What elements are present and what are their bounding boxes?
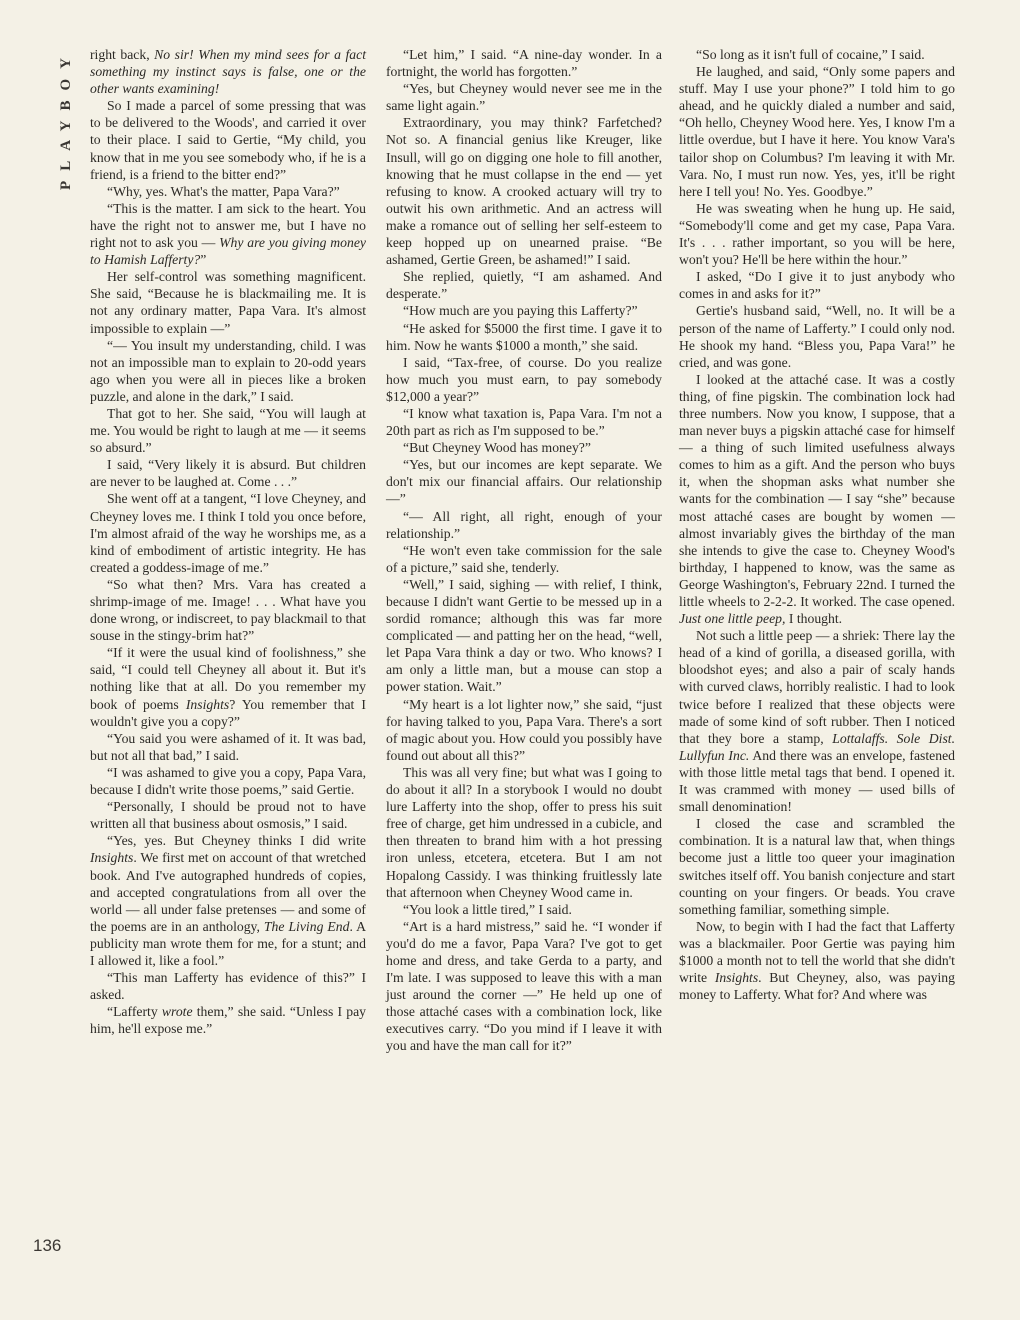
text-run: Her self-control was something magnificent. She said, “Because he is blackmailing me. It is not any ordinary matter, Papa Vara. It's almost impossible to explain —” bbox=[90, 269, 366, 336]
text-run: “This man Lafferty has evidence of this?” I asked. bbox=[90, 970, 366, 1003]
text-run: “Lafferty bbox=[107, 1004, 162, 1020]
paragraph bbox=[90, 490, 366, 575]
italic-text: Lottalaffs. Sole Dist. Lullyfun Inc. bbox=[679, 730, 955, 763]
text-run: “Yes, but our incomes are kept separate. We don't mix our financial affairs. Our relationship —” bbox=[386, 457, 662, 507]
paragraph bbox=[679, 815, 955, 918]
page-number: 136 bbox=[33, 1236, 62, 1255]
paragraph bbox=[386, 439, 662, 456]
paragraph bbox=[90, 200, 366, 268]
text-run: “Art is a hard mistress,” said he. “I wonder if you'd do me a favor, Papa Vara? I've got to get home and dress, and take Gerda to a party, and I'm late. I was supposed to leave this with a man just around the corner —” He held up one of those attaché cases with a combination lock, like executives carry. “Do you mind if I leave it with you and have the man call for it?” bbox=[386, 918, 662, 1054]
paragraph bbox=[679, 302, 955, 370]
italic-text: The Living End bbox=[263, 918, 350, 934]
paragraph bbox=[386, 576, 662, 696]
text-run: I asked, “Do I give it to just anybody who comes in and asks for it?” bbox=[679, 269, 955, 302]
text-run: . But Cheyney, also, was paying money to Lafferty. What for? And where was bbox=[679, 970, 955, 1003]
text-column-1 bbox=[90, 46, 366, 1037]
italic-text: Insights bbox=[714, 970, 759, 986]
text-run: “— You insult my understanding, child. I was not an impossible man to explain to 20-odd years ago when you were all in pieces like a broken puzzle, and alone in the dark,” I said. bbox=[90, 337, 366, 404]
paragraph bbox=[679, 63, 955, 200]
paragraph bbox=[386, 542, 662, 576]
text-column-3 bbox=[679, 46, 955, 1003]
text-run: That got to her. She said, “You will laugh at me. You would be right to laugh at me — it seems so absurd.” bbox=[90, 405, 366, 456]
paragraph bbox=[90, 183, 366, 200]
text-run: I thought. bbox=[785, 611, 843, 627]
text-run: She went off at a tangent, “I love Cheyney, and Cheyney loves me. I think I told you once before, I'm almost afraid of the way he worships me, as a kind of embodiment of artistic integrity. He has created a goddess-image of me.” bbox=[90, 491, 366, 575]
paragraph bbox=[386, 46, 662, 80]
paragraph bbox=[386, 268, 662, 302]
text-run: “So what then? Mrs. Vara has created a shrimp-image of me. Image! . . . What have you done wrong, or indiscreet, to pay blackmail to that souse in the stingy-brim hat?” bbox=[90, 576, 366, 644]
italic-text: Just one little peep, bbox=[679, 611, 786, 627]
paragraph bbox=[90, 97, 366, 182]
italic-text: Insights bbox=[185, 696, 230, 712]
paragraph bbox=[386, 114, 662, 268]
paragraph bbox=[679, 371, 955, 627]
text-run: “Well,” I said, sighing — with relief, I think, because I didn't want Gertie to be messed up in a sordid romance; although this was far more complicated — and patting her on the head, “well, let Papa Vara think a day or two. Who knows? I am only a little man, but a mouse can stop a power station. Wait.” bbox=[386, 576, 662, 695]
paragraph bbox=[679, 268, 955, 302]
paragraph bbox=[386, 320, 662, 354]
text-run: right back, bbox=[90, 47, 155, 62]
paragraph bbox=[386, 405, 662, 439]
paragraph bbox=[386, 80, 662, 114]
text-run: I said, “Very likely it is absurd. But children are never to be laughed at. Come . . .” bbox=[90, 457, 366, 490]
paragraph bbox=[90, 268, 366, 336]
text-run: So I made a parcel of some pressing that was to be delivered to the Woods', and carried it over to their place. I said to Gertie, “My child, you know that in me you see somebody who, if he is a friend, is a friend to the bitter end?” bbox=[90, 98, 366, 182]
paragraph bbox=[90, 730, 366, 764]
paragraph bbox=[90, 576, 366, 644]
paragraph bbox=[386, 508, 662, 542]
text-run: I looked at the attaché case. It was a costly thing, of fine pigskin. The combination lock had three numbers. Now you know, I suppose, that a man never buys a pigskin attaché case for himself — a thing of such limited usefulness always comes to him as a gift. And the person who buys it, when the shopman asks what number she wants for the combination — I say “she” because most attaché cases are bought by women — almost invariably gives the birthday of the man she intends to give the case to. Cheyney Wood's birthday, I happened to know, was the same as George Washington's, February 22nd. I turned the little wheels to 2-2-2. It worked. The case opened. bbox=[679, 371, 955, 609]
text-run: “But Cheyney Wood has money?” bbox=[403, 440, 591, 456]
text-run: “Personally, I should be proud not to have written all that business about osmosis,” I said. bbox=[90, 799, 366, 832]
paragraph bbox=[386, 456, 662, 507]
paragraph bbox=[679, 627, 955, 815]
text-run: “So long as it isn't full of cocaine,” I said. bbox=[696, 47, 925, 62]
text-run: “I was ashamed to give you a copy, Papa Vara, because I didn't write those poems,” said Gertie. bbox=[90, 764, 366, 798]
text-run: And there was an envelope, fastened with those little metal tags that bend. I opened it. It was crammed with money — used bills of small denomination! bbox=[679, 747, 955, 815]
paragraph bbox=[90, 46, 366, 97]
paragraph bbox=[386, 918, 662, 1055]
text-run: Now, to begin with I had the fact that Lafferty was a blackmailer. Poor Gertie was paying him $1000 a month not to tell the world that she didn't write bbox=[679, 918, 955, 986]
text-run: “My heart is a lot lighter now,” she said, “just for having talked to you, Papa Vara. There's a sort of magic about you. How could you possibly have found out about all this?” bbox=[386, 696, 662, 763]
paragraph bbox=[386, 696, 662, 764]
text-run: “Yes, but Cheyney would never see me in the same light again.” bbox=[386, 81, 662, 114]
text-run: . A publicity man wrote them for me, for a stunt; and I allowed it, like a fool.” bbox=[90, 918, 366, 968]
paragraph bbox=[90, 337, 366, 405]
text-run: “You look a little tired,” I said. bbox=[403, 901, 572, 917]
text-run: “Yes, yes. But Cheyney thinks I did write bbox=[107, 833, 366, 849]
text-run: He laughed, and said, “Only some papers and stuff. May I use your phone?” I told him to go ahead, and he quickly dialed a number and said, “Oh hello, Cheyney Wood here. Yes, I know I'm a little overdue, but I have it here. You know Vara's tailor shop on Columbus? I'm leaving it with Mr. Vara. No, I must run now. Yes, yes, it'll be right here I tell you! No. Yes. Goodbye.” bbox=[679, 64, 955, 199]
text-run: I closed the case and scrambled the combination. It is a natural law that, when things become just a little too queer your imagination switches itself off. You banish conjecture and start counting on your fingers. Or beads. You crave something familiar, something simple. bbox=[679, 816, 955, 917]
text-run: She replied, quietly, “I am ashamed. And desperate.” bbox=[386, 269, 662, 302]
text-column-2 bbox=[386, 46, 662, 1055]
text-run: “Let him,” I said. “A nine-day wonder. In a fortnight, the world has forgotten.” bbox=[386, 47, 662, 80]
text-run: I said, “Tax-free, of course. Do you realize how much you must earn, to pay somebody $12,000 a year?” bbox=[386, 354, 662, 404]
paragraph bbox=[90, 405, 366, 456]
magazine-masthead: PLAYBOY bbox=[58, 48, 74, 190]
text-run: . We first met on account of that wretched book. And I've autographed hundreds of copies, and accepted congratulations from all over the world — all under false pretenses — and some of the poems are in an anthology, bbox=[90, 850, 366, 934]
text-run: “He won't even take commission for the sale of a picture,” said she, tenderly. bbox=[386, 542, 662, 575]
paragraph bbox=[90, 798, 366, 832]
paragraph bbox=[90, 969, 366, 1003]
text-run: “He asked for $5000 the first time. I gave it to him. Now he wants $1000 a month,” she said. bbox=[386, 320, 662, 353]
text-run: ” bbox=[200, 252, 207, 268]
text-run: them,” she said. “Unless I pay him, he'll expose me.” bbox=[90, 1004, 366, 1037]
paragraph bbox=[386, 901, 662, 918]
text-run: “I know what taxation is, Papa Vara. I'm not a 20th part as rich as I'm supposed to be.” bbox=[386, 405, 662, 439]
paragraph bbox=[90, 644, 366, 729]
text-run: ? You remember that I wouldn't give you a copy?” bbox=[90, 696, 366, 729]
paragraph bbox=[679, 918, 955, 1003]
text-run: “If it were the usual kind of foolishness,” she said, “I could tell Cheyney all about it. But it's nothing like that at all. Do you remember my book of poems bbox=[90, 645, 366, 712]
paragraph bbox=[90, 456, 366, 490]
text-run: “How much are you paying this Lafferty?” bbox=[403, 303, 638, 319]
italic-text: No sir! When my mind sees for a fact something my instinct says is false, one or the other wants examining! bbox=[90, 47, 366, 97]
text-run: This was all very fine; but what was I going to do about it all? In a storybook I would no doubt lure Lafferty into the shop, offer to press his suit free of charge, get him undressed in a cubicle, and then threaten to brand him with a hot pressing iron unless, etcetera, etcetera. But I am not Hopalong Cassidy. I was thinking fruitlessly late that afternoon when Cheyney Wood came in. bbox=[386, 764, 662, 900]
paragraph bbox=[386, 302, 662, 319]
paragraph bbox=[679, 46, 955, 63]
text-run: “— All right, all right, enough of your relationship.” bbox=[386, 508, 662, 541]
italic-text: wrote bbox=[161, 1004, 193, 1020]
text-run: Not such a little peep — a shriek: There lay the head of a kind of gorilla, a diseased gorilla, with bloodshot eyes; and also a pair of scaly hands with curved claws, horribly realistic. I had to look twice before I realized that these objects were made of some kind of soft rubber. Then I noticed that they bore a stamp, bbox=[679, 628, 955, 746]
italic-text: Why are you giving money to Hamish Lafferty? bbox=[90, 235, 366, 268]
text-run: He was sweating when he hung up. He said, “Somebody'll come and get my case, Papa Vara. It's . . . rather important, so you will be here, won't you? He'll be here within the hour.” bbox=[679, 200, 955, 268]
italic-text: Insights bbox=[90, 850, 134, 866]
text-run: “You said you were ashamed of it. It was bad, but not all that bad,” I said. bbox=[90, 730, 366, 763]
paragraph bbox=[90, 1003, 366, 1037]
paragraph bbox=[386, 354, 662, 405]
text-run: Extraordinary, you may think? Farfetched? Not so. A financial genius like Kreuger, like Insull, will go on digging one hole to fill another, knowing that he must collapse in the end — yet refusing to know. A crooked actuary will try to outwit his own arithmetic. And an actress will make a romance out of selling her self-esteem to keep hopped up on unearned praise. “Be ashamed, Gertie Green, be ashamed!” I said. bbox=[386, 115, 662, 268]
text-run: Gertie's husband said, “Well, no. It will be a person of the name of Lafferty.” I could only nod. He shook my hand. “Bless you, Papa Vara!” he cried, and was gone. bbox=[679, 303, 955, 370]
paragraph bbox=[386, 764, 662, 901]
text-run: “This is the matter. I am sick to the heart. You have the right not to answer me, but I have no right not to ask you — bbox=[90, 200, 366, 251]
paragraph bbox=[90, 832, 366, 969]
paragraph bbox=[90, 764, 366, 798]
paragraph bbox=[679, 200, 955, 268]
text-run: “Why, yes. What's the matter, Papa Vara?” bbox=[107, 183, 340, 199]
